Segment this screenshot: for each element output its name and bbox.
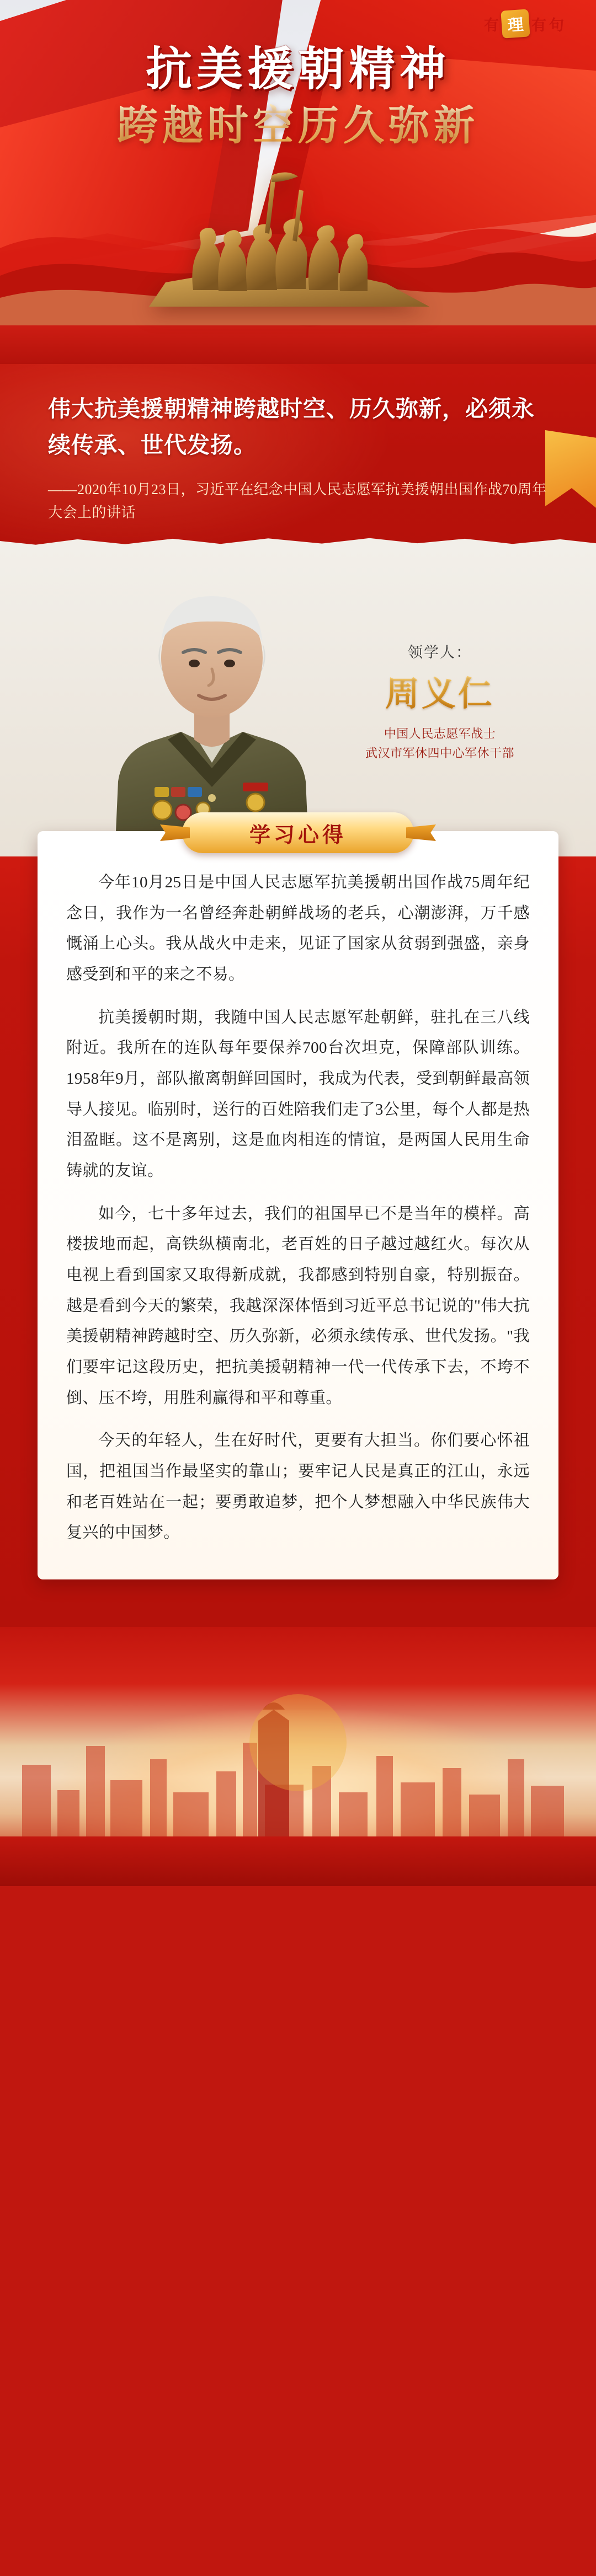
memorial-statue-icon [127,125,458,307]
hero-banner [0,0,596,364]
leader-desc-line-1: 中国人民志愿军战士 [384,727,496,741]
badge-char-1: 有 [484,17,499,34]
title-line-2: 跨越时空历久弥新 [0,101,596,151]
leader-desc-line-2: 武汉市军休四中心军休干部 [365,746,514,761]
article-title-text: 学习心得 [249,823,347,847]
column-badge [472,8,576,40]
ribbon-decor-icon [545,430,596,513]
leader-role-label: 领学人： [408,644,472,661]
leader-name: 周义仁 [349,666,531,715]
article-paragraph: 今天的年轻人，生在好时代，更要有大担当。你们要心怀祖国，把祖国当作最坚实的靠山；要牢记人民是真正的江山，永远和老百姓站在一起；要勇敢追梦，把个人梦想融入中华民族伟大复兴的中国梦。 [66,1432,530,1542]
article-body [66,867,530,1549]
footer-skyline [0,1627,596,1886]
quote-source: ——2020年10月23日，习近平在纪念中国人民志愿军抗美援朝出国作战70周年大会上的讲话 [48,481,547,521]
badge-char-2: 有 [531,17,547,34]
article-paragraph: 今年10月25日是中国人民志愿军抗美援朝出国作战75周年纪念日，我作为一名曾经奔赴朝鲜战场的老兵，心潮澎湃，万千感慨涌上心头。我从战火中走来，见证了国家从贫弱到强盛，亲身感受到和平的来之不易。 [66,874,530,984]
article-card [38,823,558,1579]
article-section [0,823,596,1627]
leader-label [349,640,531,763]
quote-text: 伟大抗美援朝精神跨越时空、历久弥新，必须永续传承、世代发扬。 [48,396,535,458]
footer-base-bar [0,1836,596,1886]
torn-paper-edge [0,534,596,549]
portrait-section [0,548,596,856]
article-paragraph: 抗美援朝时期，我随中国人民志愿军赴朝鲜，驻扎在三八线附近。我所在的连队每年要保养700台次坦克，保障部队训练。1958年9月，部队撤离朝鲜回国时，我成为代表，受到朝鲜最高领导人接见。临别时，送行的百姓陪我们走了3公里，每个人都是热泪盈眶。这不是离别，这是血肉相连的情谊，是两国人民用生命铸就的友谊。 [66,1008,530,1180]
badge-char-3: 句 [549,17,565,34]
badge-seal-icon: 理 [501,9,530,38]
page-title [0,42,596,152]
article-title-badge [182,812,414,853]
article-paragraph: 如今，七十多年过去，我们的祖国早已不是当年的模样。高楼拔地而起，高铁纵横南北，老百姓的日子越过越红火。每次从电视上看到国家又取得新成就，我都感到特别自豪，特别振奋。越是看到今天的繁荣，我越深深体悟到习近平总书记说的"伟大抗美援朝精神跨越时空、历久弥新，必须永续传承、世代发扬。"我们要牢记这段历史，把抗美援朝精神一代一代传承下去，不垮不倒、压不垮，用胜利赢得和平和尊重。 [66,1204,530,1407]
title-line-1: 抗美援朝精神 [145,44,450,95]
quote-inner [48,390,548,524]
quote-section [0,364,596,548]
